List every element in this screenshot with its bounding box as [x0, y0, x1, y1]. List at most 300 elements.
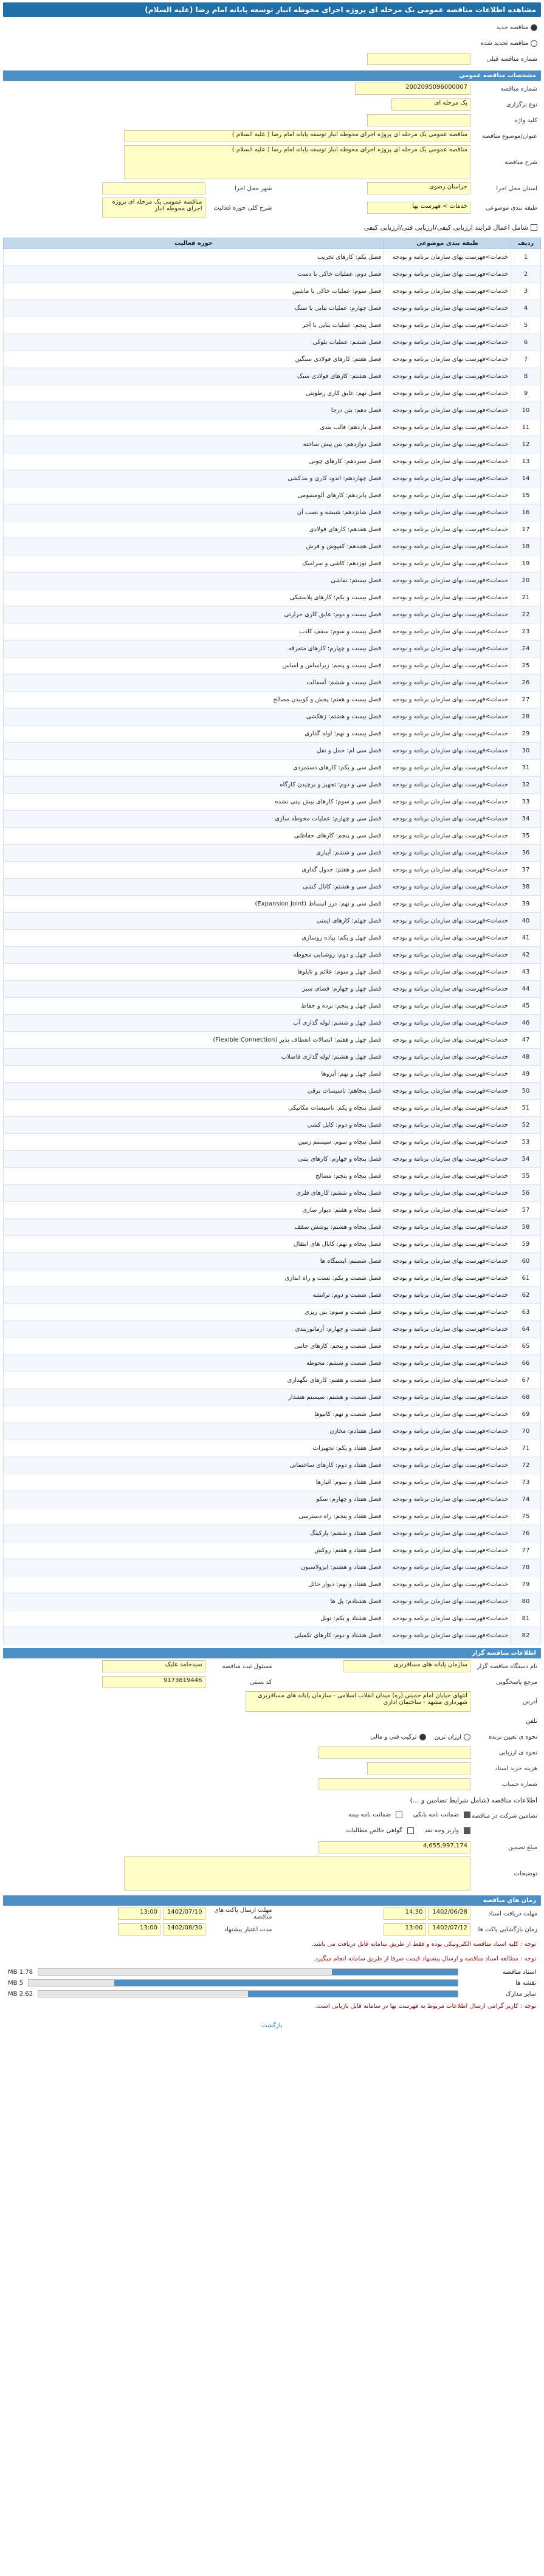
table-row [4, 623, 541, 641]
table-row [4, 1032, 541, 1049]
row-subject: خدمات>فهرست بهای سازمان برنامه و بودجه [384, 436, 511, 453]
row-area: فصل چهارم: عملیات بنایی با سنگ [4, 300, 384, 317]
tech-financial-radio[interactable]: ترکیب فنی و مالی [370, 1734, 425, 1740]
row-area: فصل بیست و هفتم: پخش و کوبیدن مصالح [4, 692, 384, 709]
row-area: فصل هفتادم: مخازن [4, 1423, 384, 1440]
new-tender-radio[interactable]: مناقصه جدید [496, 24, 537, 31]
doc-size: 2.62 MB [8, 1990, 33, 1997]
row-area: فصل پنجم: عملیات بنایی با آجر [4, 317, 384, 334]
row-number: 37 [511, 862, 541, 879]
table-row [4, 1304, 541, 1321]
row-area: فصل شصتم: ایستگاه ها [4, 1253, 384, 1270]
row-number: 16 [511, 504, 541, 521]
section-info-header: مشخصات مناقصه عمومی [3, 70, 541, 81]
row-area: فصل دوم: عملیات خاکی با دست [4, 266, 384, 283]
row-subject: خدمات>فهرست بهای سازمان برنامه و بودجه [384, 1610, 511, 1627]
row-area: فصل چهل و ششم: لوله گذاری آب [4, 1015, 384, 1032]
d2-time: 13:00 [118, 1908, 160, 1920]
row-number: 5 [511, 317, 541, 334]
row-subject: خدمات>فهرست بهای سازمان برنامه و بودجه [384, 606, 511, 623]
row-subject: خدمات>فهرست بهای سازمان برنامه و بودجه [384, 1066, 511, 1083]
row-area: فصل سی و یکم: کارهای دستمزدی [4, 760, 384, 777]
row-subject: خدمات>فهرست بهای سازمان برنامه و بودجه [384, 1049, 511, 1066]
doc-size: 5 MB [8, 1979, 24, 1987]
table-row [4, 760, 541, 777]
table-row [4, 777, 541, 794]
activity-summary-field: مناقصه عمومی یک مرحله ای پروژه اجرای محوطه انبار [102, 197, 205, 218]
table-row [4, 504, 541, 521]
row-number: 44 [511, 981, 541, 998]
row-subject: خدمات>فهرست بهای سازمان برنامه و بودجه [384, 845, 511, 862]
doc-row [3, 1988, 541, 1999]
cheapest-radio[interactable]: ارزان ترین [435, 1734, 470, 1740]
row-subject: خدمات>فهرست بهای سازمان برنامه و بودجه [384, 777, 511, 794]
row-subject: خدمات>فهرست بهای سازمان برنامه و بودجه [384, 692, 511, 709]
row-area: فصل سی و پنجم: کارهای حفاظتی [4, 828, 384, 845]
row-area: فصل پنجاه و پنجم: مصالح [4, 1168, 384, 1185]
row-area: فصل بیست و هشتم: زهکشی [4, 709, 384, 726]
row-subject: خدمات>فهرست بهای سازمان برنامه و بودجه [384, 419, 511, 436]
province-field: خراسان رضوی [367, 182, 470, 194]
row-subject: خدمات>فهرست بهای سازمان برنامه و بودجه [384, 998, 511, 1015]
row-area: فصل هفتاد و هشتم: ایزولاسیون [4, 1559, 384, 1576]
doc-row [3, 1977, 541, 1988]
table-row [4, 266, 541, 283]
table-row [4, 1406, 541, 1423]
row-area: فصل چهل و هفتم: اتصالات انعطاف پذیر (Flexible Connection) [4, 1032, 384, 1049]
row-area: فصل سی و ششم: آبیاری [4, 845, 384, 862]
row-number: 67 [511, 1372, 541, 1389]
note-2: توجه : مطالعه اسناد مناقصه و ارسال پیشنهاد قیمت صرفا از طریق سامانه انجام میگیرد. [313, 1956, 536, 1962]
row-number: 21 [511, 589, 541, 606]
table-row [4, 555, 541, 572]
classification-field: خدمات > فهرست بها [367, 202, 470, 214]
doc-size-bar [38, 1968, 458, 1976]
row-number: 26 [511, 675, 541, 692]
row-subject: خدمات>فهرست بهای سازمان برنامه و بودجه [384, 930, 511, 947]
row-area: فصل چهل و دوم: روشنایی محوطه [4, 947, 384, 964]
bank-account-field [318, 1778, 470, 1790]
row-number: 18 [511, 538, 541, 555]
table-row [4, 1338, 541, 1355]
table-row [4, 1389, 541, 1406]
row-subject: خدمات>فهرست بهای سازمان برنامه و بودجه [384, 1083, 511, 1100]
subject-field: مناقصه عمومی یک مرحله ای پروژه اجرای محوطه انبار توسعه پایانه امام رضا ( علیه السلام ) [124, 130, 470, 142]
row-subject: خدمات>فهرست بهای سازمان برنامه و بودجه [384, 1542, 511, 1559]
row-area: فصل هشتم: کارهای فولادی سبک [4, 368, 384, 385]
table-row [4, 675, 541, 692]
prev-tender-label: شماره مناقصه قبلی [486, 55, 537, 63]
row-number: 23 [511, 623, 541, 641]
row-area: فصل پنجاه و نهم: کانال های انتقال [4, 1236, 384, 1253]
row-area: فصل شصت و نهم: کانیوها [4, 1406, 384, 1423]
table-row [4, 862, 541, 879]
row-subject: خدمات>فهرست بهای سازمان برنامه و بودجه [384, 1304, 511, 1321]
d3-date: 1402/07/12 [428, 1923, 470, 1935]
row-area: فصل بیست و سوم: سقف کاذب [4, 623, 384, 641]
table-row [4, 317, 541, 334]
table-row [4, 1491, 541, 1508]
note-1: توجه : کلیه اسناد مناقصه الکترونیکی بوده و فقط از طریق سامانه قابل دریافت می باشد. [311, 1941, 536, 1948]
row-number: 8 [511, 368, 541, 385]
row-area: فصل هفتاد و پنجم: راه دسترسی [4, 1508, 384, 1525]
row-number: 14 [511, 470, 541, 487]
table-row [4, 487, 541, 504]
row-area: فصل هفتاد و چهارم: سکو [4, 1491, 384, 1508]
row-number: 39 [511, 896, 541, 913]
row-area: فصل شصت و سوم: بتن ریزی [4, 1304, 384, 1321]
d3-time: 13:00 [384, 1923, 426, 1935]
page-title: مشاهده اطلاعات مناقصه عمومی یک مرحله ای پروژه اجرای محوطه انبار توسعه پایانه امام رضا (علیه السلام) [3, 2, 541, 17]
row-area: فصل هفتاد و یکم: تجهیزات [4, 1440, 384, 1457]
row-subject: خدمات>فهرست بهای سازمان برنامه و بودجه [384, 385, 511, 402]
row-number: 11 [511, 419, 541, 436]
row-subject: خدمات>فهرست بهای سازمان برنامه و بودجه [384, 913, 511, 930]
row-subject: خدمات>فهرست بهای سازمان برنامه و بودجه [384, 368, 511, 385]
table-row [4, 1440, 541, 1457]
d2-date: 1402/07/10 [163, 1908, 205, 1920]
row-number: 7 [511, 351, 541, 368]
table-row [4, 930, 541, 947]
row-number: 43 [511, 964, 541, 981]
row-subject: خدمات>فهرست بهای سازمان برنامه و بودجه [384, 351, 511, 368]
doc-name[interactable]: سایر مدارک [505, 1990, 536, 1997]
table-row [4, 1372, 541, 1389]
row-area: فصل پنجاه و سوم: سیستم زمین [4, 1134, 384, 1151]
row-area: فصل یکم: کارهای تخریب [4, 249, 384, 266]
row-subject: خدمات>فهرست بهای سازمان برنامه و بودجه [384, 1559, 511, 1576]
row-area: فصل پانزدهم: کارهای آلومینیومی [4, 487, 384, 504]
row-number: 36 [511, 845, 541, 862]
table-row [4, 896, 541, 913]
row-subject: خدمات>فهرست بهای سازمان برنامه و بودجه [384, 249, 511, 266]
row-number: 25 [511, 658, 541, 675]
row-number: 56 [511, 1185, 541, 1202]
row-number: 63 [511, 1304, 541, 1321]
row-subject: خدمات>فهرست بهای سازمان برنامه و بودجه [384, 1457, 511, 1474]
row-area: فصل چهل و هشتم: لوله گذاری فاضلاب [4, 1049, 384, 1066]
row-number: 53 [511, 1134, 541, 1151]
row-subject: خدمات>فهرست بهای سازمان برنامه و بودجه [384, 538, 511, 555]
row-number: 61 [511, 1270, 541, 1287]
row-number: 75 [511, 1508, 541, 1525]
row-area: فصل شصت و ششم: محوطه [4, 1355, 384, 1372]
row-number: 71 [511, 1440, 541, 1457]
row-subject: خدمات>فهرست بهای سازمان برنامه و بودجه [384, 709, 511, 726]
row-subject: خدمات>فهرست بهای سازمان برنامه و بودجه [384, 964, 511, 981]
row-subject: خدمات>فهرست بهای سازمان برنامه و بودجه [384, 1321, 511, 1338]
prev-tender-field[interactable] [367, 53, 470, 65]
back-link[interactable]: بازگشت [261, 2022, 283, 2029]
row-subject: خدمات>فهرست بهای سازمان برنامه و بودجه [384, 1389, 511, 1406]
table-row [4, 521, 541, 538]
city-field [102, 182, 205, 194]
row-subject: خدمات>فهرست بهای سازمان برنامه و بودجه [384, 675, 511, 692]
row-area: فصل شصت و هشتم: سیستم هشدار [4, 1389, 384, 1406]
row-area: فصل هفتاد و سوم: انبارها [4, 1474, 384, 1491]
row-number: 35 [511, 828, 541, 845]
row-area: فصل چهل و یکم: پیاده روسازی [4, 930, 384, 947]
table-row [4, 453, 541, 470]
row-area: فصل پنجاه و دوم: کابل کشی [4, 1117, 384, 1134]
col-header-area: حوزه فعالیت [4, 238, 384, 249]
table-row [4, 981, 541, 998]
row-area: فصل چهلم: کارهای ایمنی [4, 913, 384, 930]
row-subject: خدمات>فهرست بهای سازمان برنامه و بودجه [384, 572, 511, 589]
table-row [4, 300, 541, 317]
table-row [4, 385, 541, 402]
table-row [4, 641, 541, 658]
row-number: 22 [511, 606, 541, 623]
row-number: 58 [511, 1219, 541, 1236]
description-field: مناقصه عمومی یک مرحله ای پروژه اجرای محوطه انبار توسعه پایانه امام رضا ( علیه السلام ) [124, 145, 470, 179]
table-row [4, 1610, 541, 1627]
table-row [4, 436, 541, 453]
row-number: 72 [511, 1457, 541, 1474]
row-area: فصل پنجاه و هشتم: پوشش سقف [4, 1219, 384, 1236]
row-subject: خدمات>فهرست بهای سازمان برنامه و بودجه [384, 1525, 511, 1542]
table-row [4, 947, 541, 964]
row-subject: خدمات>فهرست بهای سازمان برنامه و بودجه [384, 1440, 511, 1457]
table-row [4, 1015, 541, 1032]
row-number: 81 [511, 1610, 541, 1627]
doc-name[interactable]: اسناد مناقصه [502, 1968, 536, 1976]
row-number: 46 [511, 1015, 541, 1032]
row-area: فصل بیست و پنجم: زیراساس و اساس [4, 658, 384, 675]
gt-cash-check[interactable]: واریز وجه نقد [424, 1827, 470, 1834]
org-contact-field: سیدحامد علیک [102, 1660, 205, 1672]
row-number: 9 [511, 385, 541, 402]
row-number: 17 [511, 521, 541, 538]
col-header-num: ردیف [511, 238, 541, 249]
row-area: فصل شصت و یکم: تست و راه اندازی [4, 1270, 384, 1287]
table-row [4, 794, 541, 811]
row-subject: خدمات>فهرست بهای سازمان برنامه و بودجه [384, 623, 511, 641]
org-address-field: انتهای خیابان امام خمینی (ره) میدان انقلاب اسلامی - سازمان پایانه های مسافربری شهرداری مشهد - ساختمان اداری [246, 1691, 470, 1712]
table-row [4, 1185, 541, 1202]
table-row [4, 658, 541, 675]
row-number: 4 [511, 300, 541, 317]
row-area: فصل یازدهم: قالب بندی [4, 419, 384, 436]
row-area: فصل شصت و پنجم: کارهای جانبی [4, 1338, 384, 1355]
row-subject: خدمات>فهرست بهای سازمان برنامه و بودجه [384, 1236, 511, 1253]
row-subject: خدمات>فهرست بهای سازمان برنامه و بودجه [384, 1168, 511, 1185]
row-subject: خدمات>فهرست بهای سازمان برنامه و بودجه [384, 828, 511, 845]
row-number: 2 [511, 266, 541, 283]
row-number: 6 [511, 334, 541, 351]
row-number: 28 [511, 709, 541, 726]
row-area: فصل چهل و سوم: علائم و تابلوها [4, 964, 384, 981]
table-row [4, 709, 541, 726]
row-number: 68 [511, 1389, 541, 1406]
row-number: 50 [511, 1083, 541, 1100]
row-area: فصل سی و هشتم: کانال کشی [4, 879, 384, 896]
row-subject: خدمات>فهرست بهای سازمان برنامه و بودجه [384, 743, 511, 760]
row-number: 3 [511, 283, 541, 300]
doc-size-fill [114, 1980, 458, 1986]
row-subject: خدمات>فهرست بهای سازمان برنامه و بودجه [384, 1117, 511, 1134]
col-header-subject: طبقه بندی موضوعی [384, 238, 511, 249]
row-number: 60 [511, 1253, 541, 1270]
table-row [4, 334, 541, 351]
row-area: فصل ششم: عملیات بلوکی [4, 334, 384, 351]
table-row [4, 1355, 541, 1372]
row-subject: خدمات>فهرست بهای سازمان برنامه و بودجه [384, 504, 511, 521]
row-area: فصل سی و دوم: تجهیز و برچیدن کارگاه [4, 777, 384, 794]
table-row [4, 845, 541, 862]
table-row [4, 1287, 541, 1304]
row-number: 69 [511, 1406, 541, 1423]
row-number: 73 [511, 1474, 541, 1491]
row-number: 80 [511, 1593, 541, 1610]
row-area: فصل سی و چهارم: عملیات محوطه سازی [4, 811, 384, 828]
row-subject: خدمات>فهرست بهای سازمان برنامه و بودجه [384, 266, 511, 283]
row-subject: خدمات>فهرست بهای سازمان برنامه و بودجه [384, 1423, 511, 1440]
final-note: توجه : کاربر گرامی ارسال اطلاعات مربوط به فهرست بها در سامانه قابل بازیابی است. [315, 2003, 536, 2010]
row-area: فصل چهاردهم: اندود کاری و بندکشی [4, 470, 384, 487]
row-number: 42 [511, 947, 541, 964]
row-area: فصل پنجاه و یکم: تاسیسات مکانیکی [4, 1100, 384, 1117]
row-number: 1 [511, 249, 541, 266]
row-area: فصل پنجاه و ششم: کارهای فلزی [4, 1185, 384, 1202]
row-subject: خدمات>فهرست بهای سازمان برنامه و بودجه [384, 317, 511, 334]
doc-price-field [367, 1762, 470, 1774]
row-subject: خدمات>فهرست بهای سازمان برنامه و بودجه [384, 334, 511, 351]
row-subject: خدمات>فهرست بهای سازمان برنامه و بودجه [384, 487, 511, 504]
doc-size-bar [38, 1990, 458, 1997]
gt-bank-check[interactable]: ضمانت نامه بانکی [413, 1812, 470, 1818]
doc-size-fill [248, 1991, 458, 1997]
row-number: 15 [511, 487, 541, 504]
gt-insurance-check[interactable]: ضمانت نامه بیمه [348, 1812, 402, 1818]
row-number: 19 [511, 555, 541, 572]
table-row [4, 1508, 541, 1525]
row-subject: خدمات>فهرست بهای سازمان برنامه و بودجه [384, 470, 511, 487]
row-number: 20 [511, 572, 541, 589]
row-number: 66 [511, 1355, 541, 1372]
row-subject: خدمات>فهرست بهای سازمان برنامه و بودجه [384, 1576, 511, 1593]
table-row [4, 589, 541, 606]
table-row [4, 1474, 541, 1491]
doc-size-fill [332, 1969, 458, 1975]
row-subject: خدمات>فهرست بهای سازمان برنامه و بودجه [384, 555, 511, 572]
row-subject: خدمات>فهرست بهای سازمان برنامه و بودجه [384, 521, 511, 538]
row-area: فصل دوازدهم: بتن پیش ساخته [4, 436, 384, 453]
doc-size: 1.78 MB [8, 1968, 33, 1976]
row-subject: خدمات>فهرست بهای سازمان برنامه و بودجه [384, 760, 511, 777]
row-subject: خدمات>فهرست بهای سازمان برنامه و بودجه [384, 1355, 511, 1372]
table-row [4, 1066, 541, 1083]
gt-claims-check[interactable]: گواهی خالص مطالبات [346, 1827, 414, 1834]
row-subject: خدمات>فهرست بهای سازمان برنامه و بودجه [384, 896, 511, 913]
table-row [4, 913, 541, 930]
row-area: فصل سی ام: حمل و نقل [4, 743, 384, 760]
row-area: فصل بیست و چهارم: کارهای متفرقه [4, 641, 384, 658]
doc-name[interactable]: نقشه ها [515, 1979, 536, 1987]
row-area: فصل سی و نهم: درز انبساط (Expansion Joint) [4, 896, 384, 913]
row-subject: خدمات>فهرست بهای سازمان برنامه و بودجه [384, 300, 511, 317]
table-row [4, 402, 541, 419]
row-area: فصل پنجاهم: تاسیسات برقی [4, 1083, 384, 1100]
table-row [4, 1100, 541, 1117]
row-number: 82 [511, 1627, 541, 1644]
row-subject: خدمات>فهرست بهای سازمان برنامه و بودجه [384, 1406, 511, 1423]
table-row [4, 1151, 541, 1168]
table-row [4, 1270, 541, 1287]
org-postal-field: 9173819446 [102, 1676, 205, 1688]
row-subject: خدمات>فهرست بهای سازمان برنامه و بودجه [384, 1474, 511, 1491]
table-row [4, 1593, 541, 1610]
row-number: 38 [511, 879, 541, 896]
section-org-header: اطلاعات مناقصه گزار [3, 1648, 541, 1658]
row-area: فصل بیستم: نقاشی [4, 572, 384, 589]
table-row [4, 879, 541, 896]
row-area: فصل هفتاد و هفتم: روکش [4, 1542, 384, 1559]
section-dates-header: زمان های مناقصه [3, 1895, 541, 1906]
row-area: فصل سی و سوم: کارهای پیش بینی نشده [4, 794, 384, 811]
row-number: 10 [511, 402, 541, 419]
row-number: 78 [511, 1559, 541, 1576]
row-subject: خدمات>فهرست بهای سازمان برنامه و بودجه [384, 1253, 511, 1270]
row-number: 34 [511, 811, 541, 828]
row-number: 49 [511, 1066, 541, 1083]
row-area: فصل بیست و دوم: عایق کاری حرارتی [4, 606, 384, 623]
row-subject: خدمات>فهرست بهای سازمان برنامه و بودجه [384, 726, 511, 743]
row-area: فصل بیست و نهم: لوله گذاری [4, 726, 384, 743]
row-subject: خدمات>فهرست بهای سازمان برنامه و بودجه [384, 862, 511, 879]
row-number: 64 [511, 1321, 541, 1338]
table-row [4, 249, 541, 266]
table-row [4, 1083, 541, 1100]
row-number: 29 [511, 726, 541, 743]
row-area: فصل هشتاد و یکم: تونل [4, 1610, 384, 1627]
row-number: 65 [511, 1338, 541, 1355]
row-area: فصل نوزدهم: کاشی و سرامیک [4, 555, 384, 572]
table-row [4, 1202, 541, 1219]
doc-size-bar [28, 1979, 458, 1987]
row-area: فصل چهل و چهارم: فضای سبز [4, 981, 384, 998]
row-subject: خدمات>فهرست بهای سازمان برنامه و بودجه [384, 283, 511, 300]
table-row [4, 1253, 541, 1270]
table-row [4, 743, 541, 760]
doc-row [3, 1966, 541, 1977]
renewed-tender-radio[interactable]: مناقصه تجدید شده [481, 40, 537, 47]
qualification-checkbox[interactable] [531, 224, 537, 231]
row-number: 13 [511, 453, 541, 470]
table-row [4, 1321, 541, 1338]
table-row [4, 1457, 541, 1474]
row-number: 41 [511, 930, 541, 947]
table-row [4, 470, 541, 487]
row-number: 12 [511, 436, 541, 453]
table-row [4, 964, 541, 981]
table-row [4, 1423, 541, 1440]
row-subject: خدمات>فهرست بهای سازمان برنامه و بودجه [384, 589, 511, 606]
row-number: 52 [511, 1117, 541, 1134]
row-area: فصل هفتم: کارهای فولادی سنگین [4, 351, 384, 368]
row-area: فصل سیزدهم: کارهای چوبی [4, 453, 384, 470]
table-row [4, 606, 541, 623]
row-area: فصل هشتاد و دوم: کارهای تکمیلی [4, 1627, 384, 1644]
row-subject: خدمات>فهرست بهای سازمان برنامه و بودجه [384, 811, 511, 828]
row-number: 45 [511, 998, 541, 1015]
row-number: 54 [511, 1151, 541, 1168]
evaluation-field [318, 1747, 470, 1759]
table-row [4, 1236, 541, 1253]
notes-field [124, 1856, 470, 1891]
row-subject: خدمات>فهرست بهای سازمان برنامه و بودجه [384, 453, 511, 470]
table-row [4, 538, 541, 555]
